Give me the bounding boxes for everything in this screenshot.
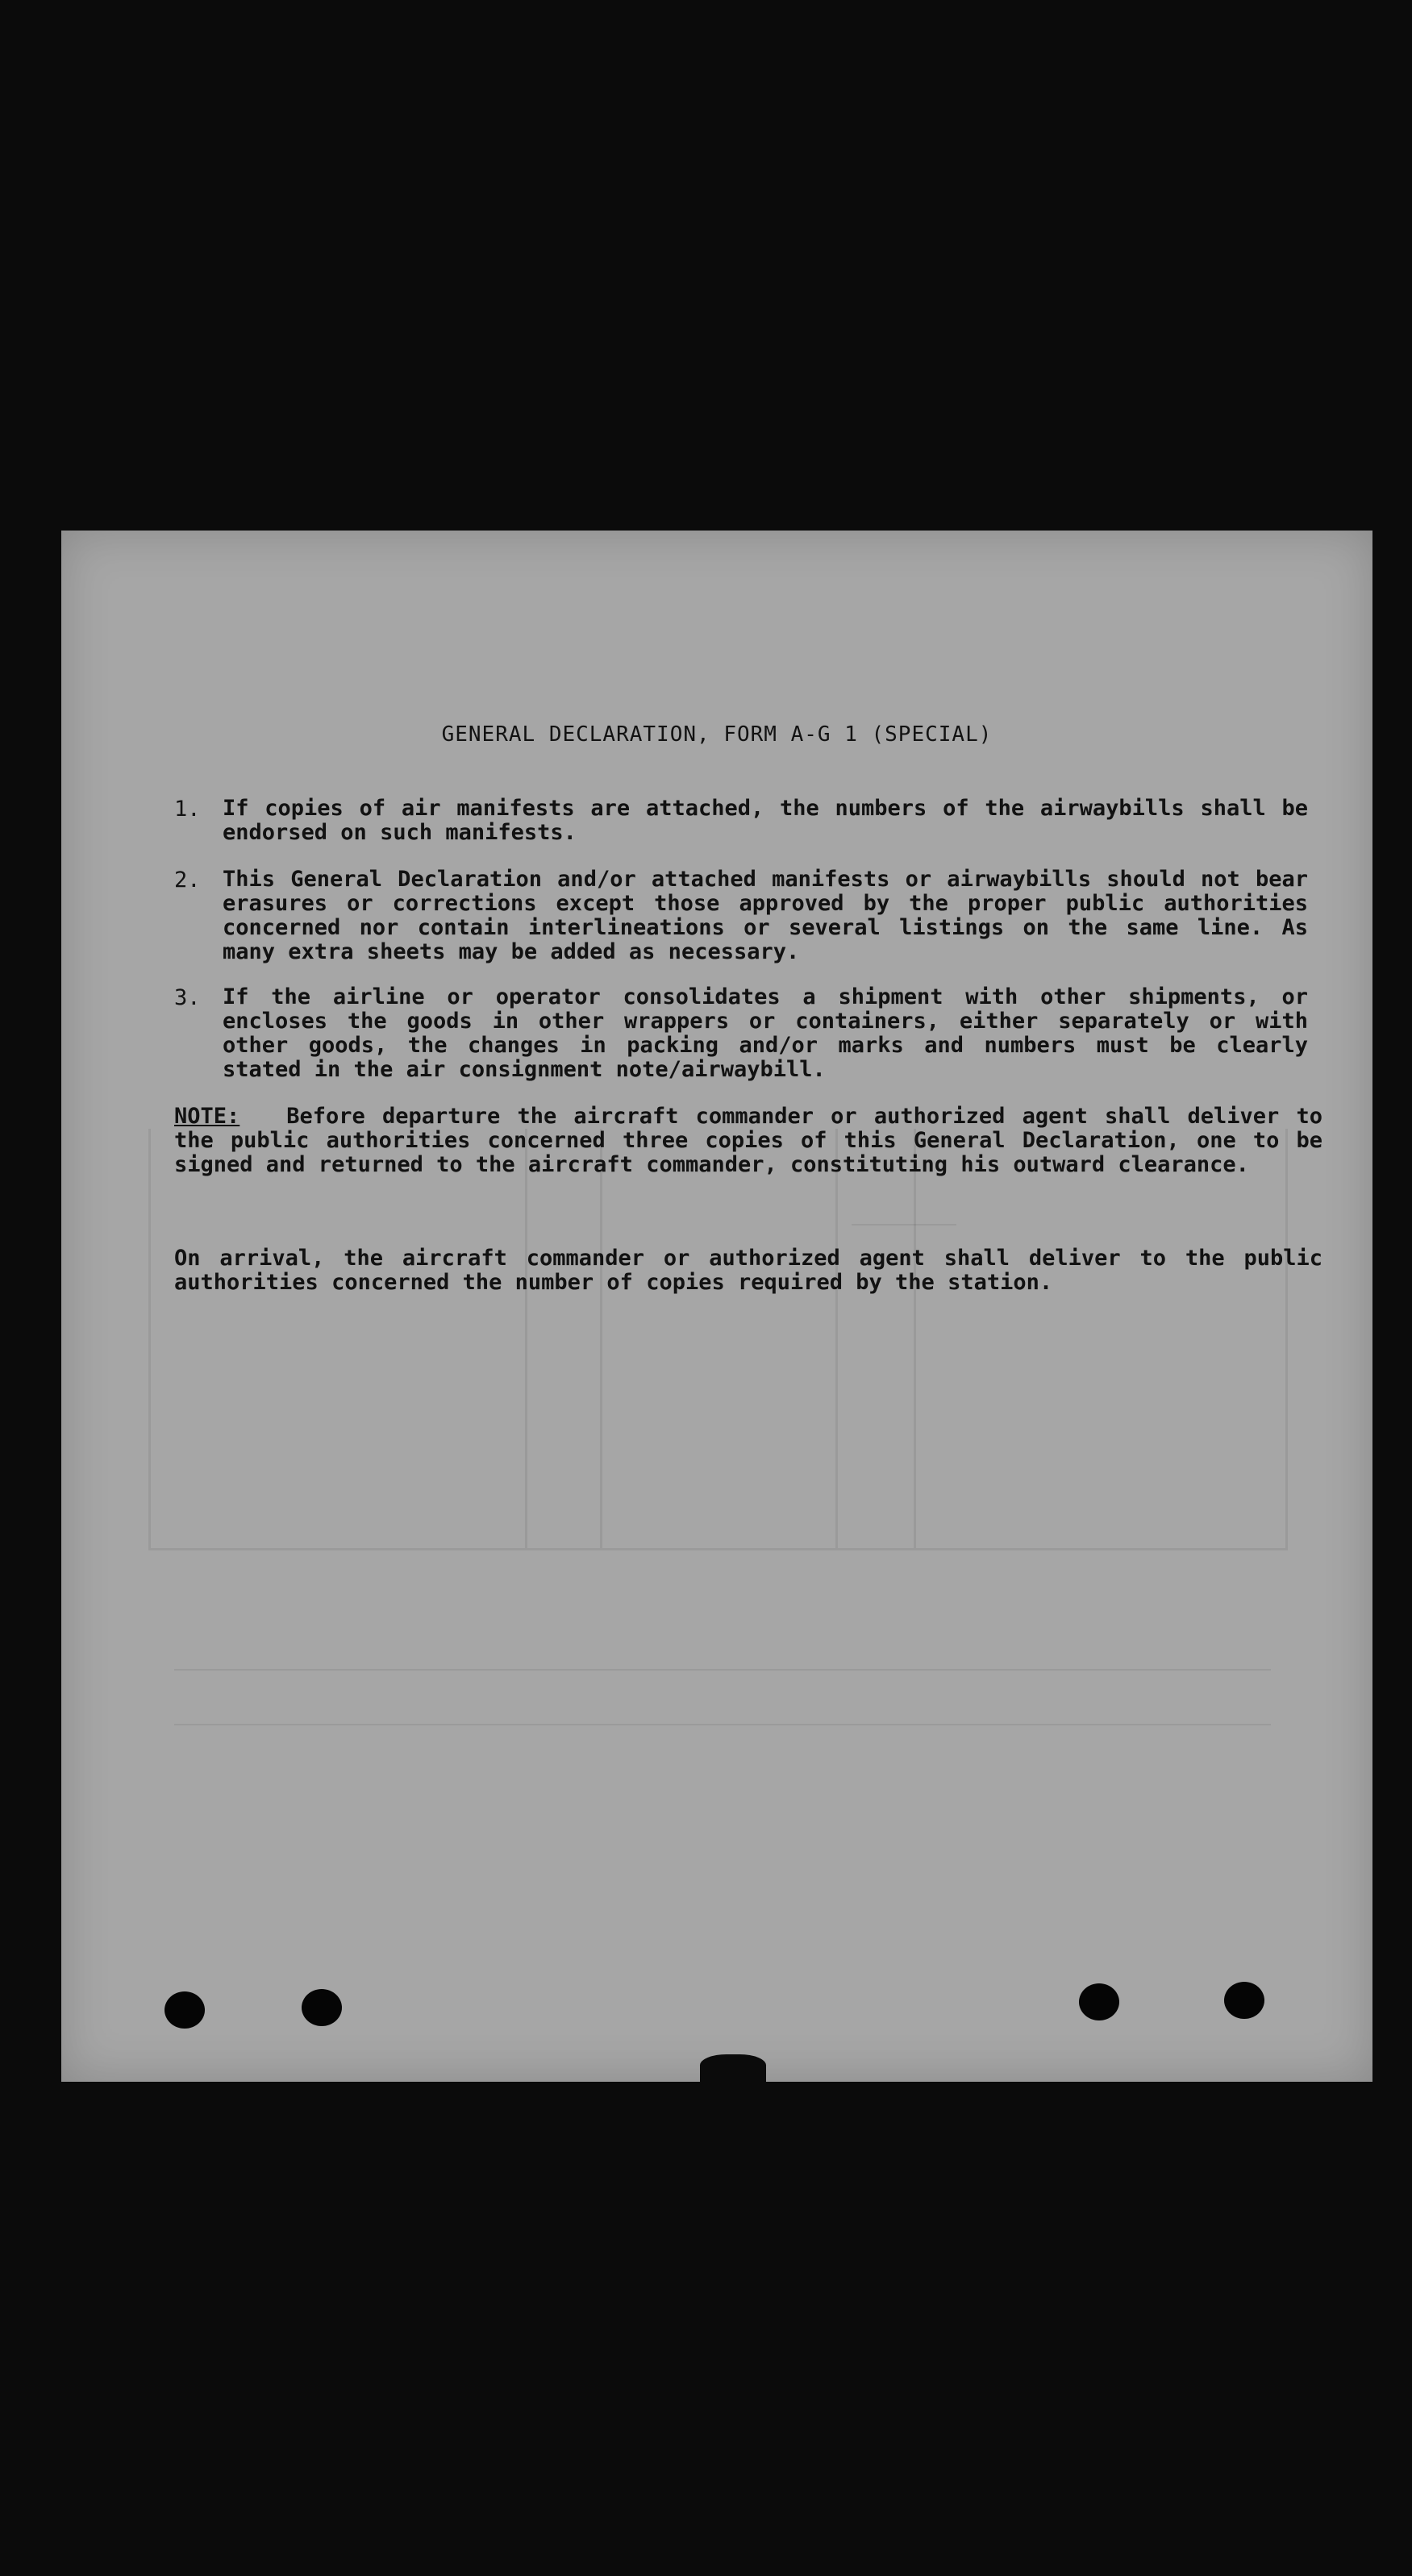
item-number: 1. (174, 797, 201, 822)
arrival-paragraph (174, 1246, 1322, 1295)
item-text: This General Declaration and/or attached manifests or airwaybills should not bear erasures or corrections except those approved by the proper public authorities concerned nor contain interlineations or several listings on the same line. As many extra sheets may be added as necessary. (223, 867, 1308, 964)
page-title: GENERAL DECLARATION, FORM A-G 1 (SPECIAL) (441, 722, 993, 747)
item-text: If copies of air manifests are attached, the numbers of the airwaybills shall be endorsed on such manifests. (223, 796, 1308, 845)
list-item (174, 985, 1319, 1084)
item-text: If the airline or operator consolidates a shipment with other shipments, or encloses the goods in other wrappers or containers, either separately or with other goods, the changes in packing and/or marks and numbers must be clearly stated in the air consignment note/airwaybill. (223, 984, 1308, 1082)
note-label: NOTE: (174, 1104, 240, 1129)
document-page (61, 531, 1372, 2082)
item-number: 2. (174, 868, 201, 893)
note-text: Before departure the aircraft commander or authorized agent shall deliver to the public authorities concerned three copies of this General Declaration, one to be signed and returned to the aircraft commander, constituting his outward clearance. (174, 1104, 1322, 1177)
item-number: 3. (174, 985, 201, 1010)
document-content (61, 531, 1372, 2082)
list-item (174, 868, 1319, 966)
arrival-text: On arrival, the aircraft commander or authorized agent shall deliver to the public authorities concerned the number of copies required by the station. (174, 1246, 1322, 1295)
note-paragraph (174, 1105, 1322, 1177)
list-item (174, 797, 1319, 847)
